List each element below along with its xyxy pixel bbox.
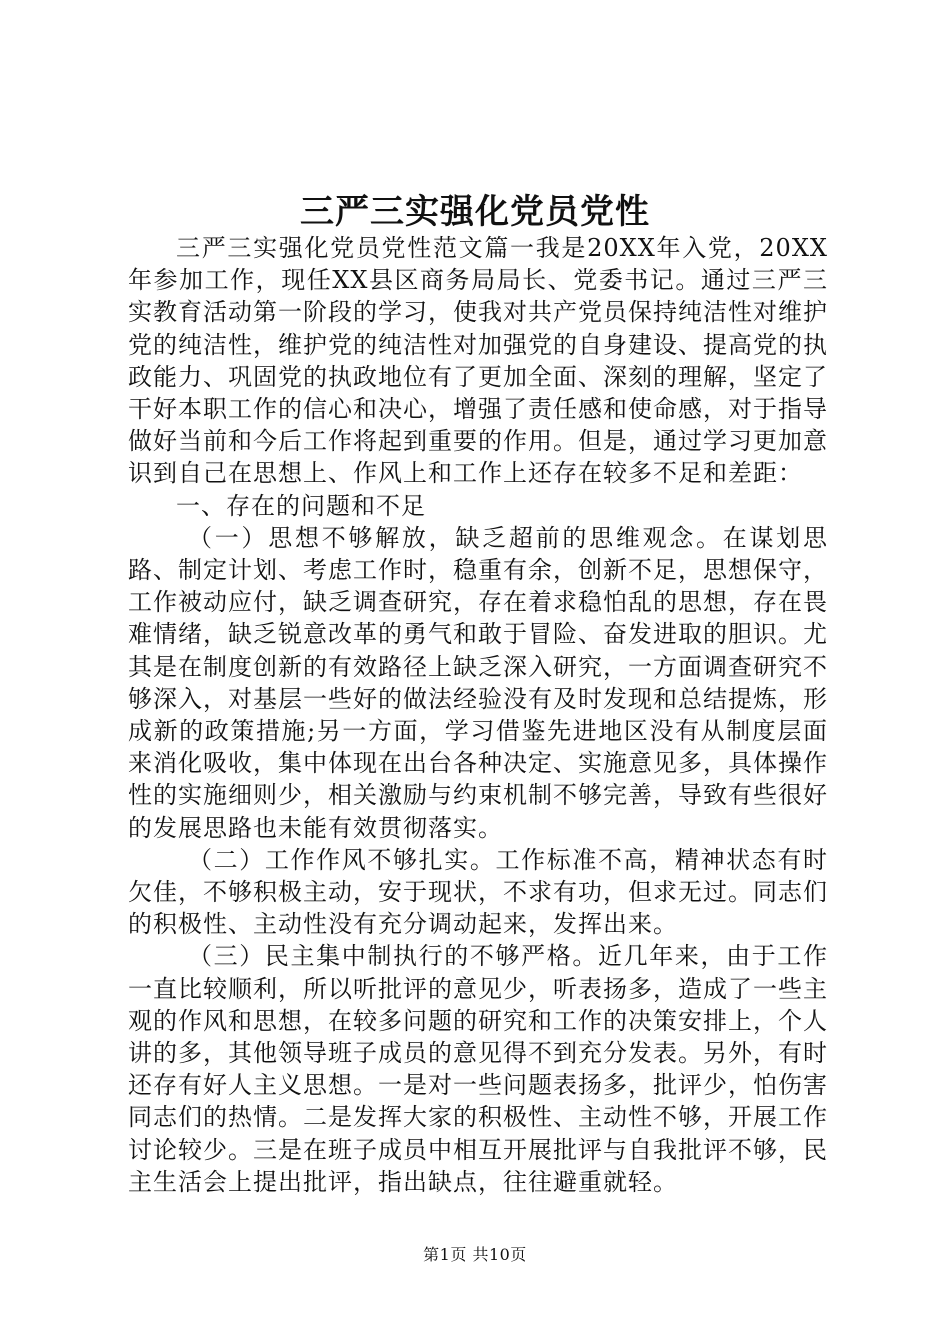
document-body [128,232,828,1198]
issue-paragraph-1: （一）思想不够解放，缺乏超前的思维观念。在谋划思路、制定计划、考虑工作时，稳重有余，创新不足，思想保守，工作被动应付，缺乏调查研究，存在着求稳怕乱的思想，存在畏难情绪，缺乏锐意改革的勇气和敢于冒险、奋发进取的胆识。尤其是在制度创新的有效路径上缺乏深入研究，一方面调查研究不够深入，对基层一些好的做法经验没有及时发现和总结提炼，形成新的政策措施;另一方面，学习借鉴先进地区没有从制度层面来消化吸收，集中体现在出台各种决定、实施意见多，具体操作性的实施细则少，相关激励与约束机制不够完善，导致有些很好的发展思路也未能有效贯彻落实。 [128,523,828,842]
issue-paragraph-2: （二）工作作风不够扎实。工作标准不高，精神状态有时欠佳，不够积极主动，安于现状，不求有功，但求无过。同志们的积极性、主动性没有充分调动起来，发挥出来。 [128,845,828,939]
intro-paragraph: 三严三实强化党员党性范文篇一我是20XX年入党，20XX年参加工作，现任XX县区商务局局长、党委书记。通过三严三实教育活动第一阶段的学习，使我对共产党员保持纯洁性对维护党的纯洁性，维护党的纯洁性对加强党的自身建设、提高党的执政能力、巩固党的执政地位有了更加全面、深刻的理解，坚定了干好本职工作的信心和决心，增强了责任感和使命感，对于指导做好当前和今后工作将起到重要的作用。但是，通过学习更加意识到自己在思想上、作风上和工作上还存在较多不足和差距： [128,234,828,488]
document-title: 三严三实强化党员党性 [300,192,650,232]
section-heading: 一、存在的问题和不足 [176,491,426,520]
issue-paragraph-3: （三）民主集中制执行的不够严格。近几年来，由于工作一直比较顺利，所以听批评的意见少，听表扬多，造成了一些主观的作风和思想，在较多问题的研究和工作的决策安排上，个人讲的多，其他领导班子成员的意见得不到充分发表。另外，有时还存有好人主义思想。一是对一些问题表扬多，批评少，怕伤害同志们的热情。二是发挥大家的积极性、主动性不够，开展工作讨论较少。三是在班子成员中相互开展批评与自我批评不够，民主生活会上提出批评，指出缺点，往往避重就轻。 [128,942,828,1196]
page-number: 第1页 共10页 [423,1245,527,1264]
